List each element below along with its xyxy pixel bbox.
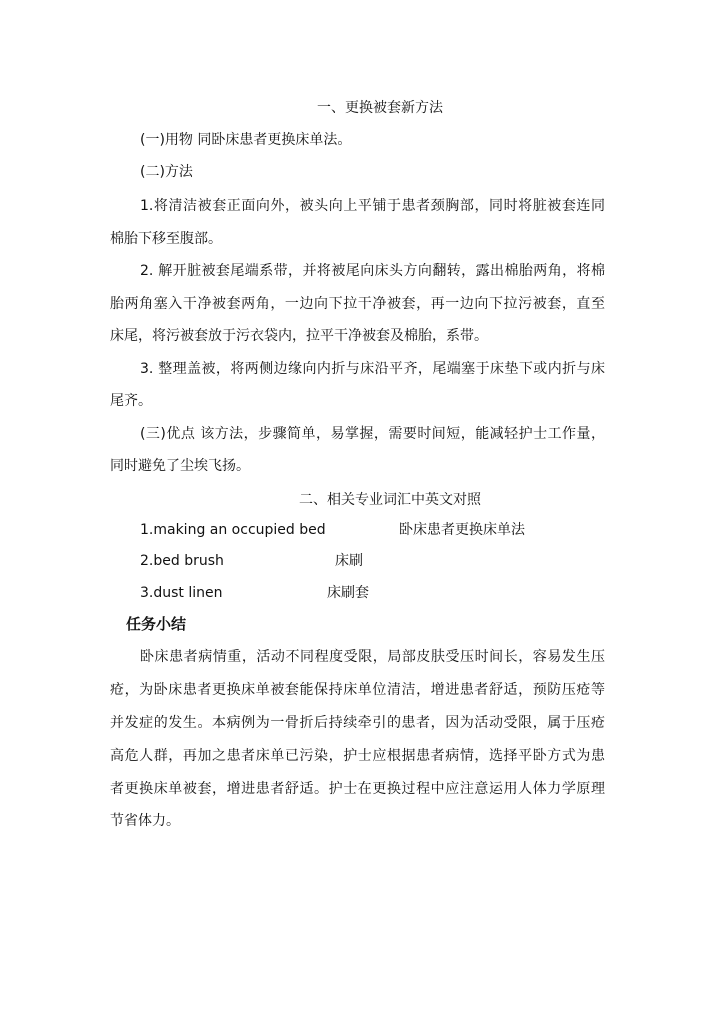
term-en-3: 3.dust linen <box>140 585 223 601</box>
section-title-1: 一、更换被套新方法 <box>317 100 443 116</box>
advantages-line-1: (三)优点 该方法，步骤简单，易掌握，需要时间短，能减轻护士工作量， <box>140 426 605 442</box>
step-2-line-2: 胎两角塞入干净被套两角，一边向下拉干净被套，再一边向下拉污被套，直至 <box>110 296 605 312</box>
summary-line-6: 节省体力。 <box>110 813 180 829</box>
summary-line-2: 疮，为卧床患者更换床单被套能保持床单位清洁，增进患者舒适，预防压疮等 <box>110 682 605 698</box>
step-3-line-2: 尾齐。 <box>110 393 152 409</box>
summary-line-1: 卧床患者病情重，活动不同程度受限，局部皮肤受压时间长，容易发生压 <box>140 649 605 665</box>
summary-line-5: 者更换床单被套，增进患者舒适。护士在更换过程中应注意运用人体力学原理 <box>110 781 605 797</box>
summary-heading: 任务小结 <box>126 615 187 633</box>
step-1-line-2: 棉胎下移至腹部。 <box>110 231 222 247</box>
method-label: (二)方法 <box>140 164 193 180</box>
term-zh-1: 卧床患者更换床单法 <box>399 522 525 538</box>
term-zh-3: 床刷套 <box>327 585 369 601</box>
summary-line-3: 并发症的发生。本病例为一骨折后持续牵引的患者，因为活动受限，属于压疮 <box>110 715 605 731</box>
term-en-2: 2.bed brush <box>140 553 224 569</box>
section-title-2: 二、相关专业词汇中英文对照 <box>299 492 481 508</box>
term-zh-2: 床刷 <box>335 553 363 569</box>
step-2-line-3: 床尾，将污被套放于污衣袋内，拉平干净被套及棉胎，系带。 <box>110 328 488 344</box>
advantages-line-2: 同时避免了尘埃飞扬。 <box>110 458 250 474</box>
step-3-line-1: 3. 整理盖被，将两侧边缘向内折与床沿平齐，尾端塞于床垫下或内折与床 <box>140 361 605 377</box>
summary-line-4: 高危人群，再加之患者床单已污染，护士应根据患者病情，选择平卧方式为患 <box>110 748 605 764</box>
term-en-1: 1.making an occupied bed <box>140 522 326 538</box>
items-paragraph: (一)用物 同卧床患者更换床单法。 <box>140 132 352 148</box>
step-2-line-1: 2. 解开脏被套尾端系带，并将被尾向床头方向翻转，露出棉胎两角，将棉 <box>140 263 605 279</box>
step-1-line-1: 1.将清洁被套正面向外，被头向上平铺于患者颈胸部，同时将脏被套连同 <box>140 198 605 214</box>
